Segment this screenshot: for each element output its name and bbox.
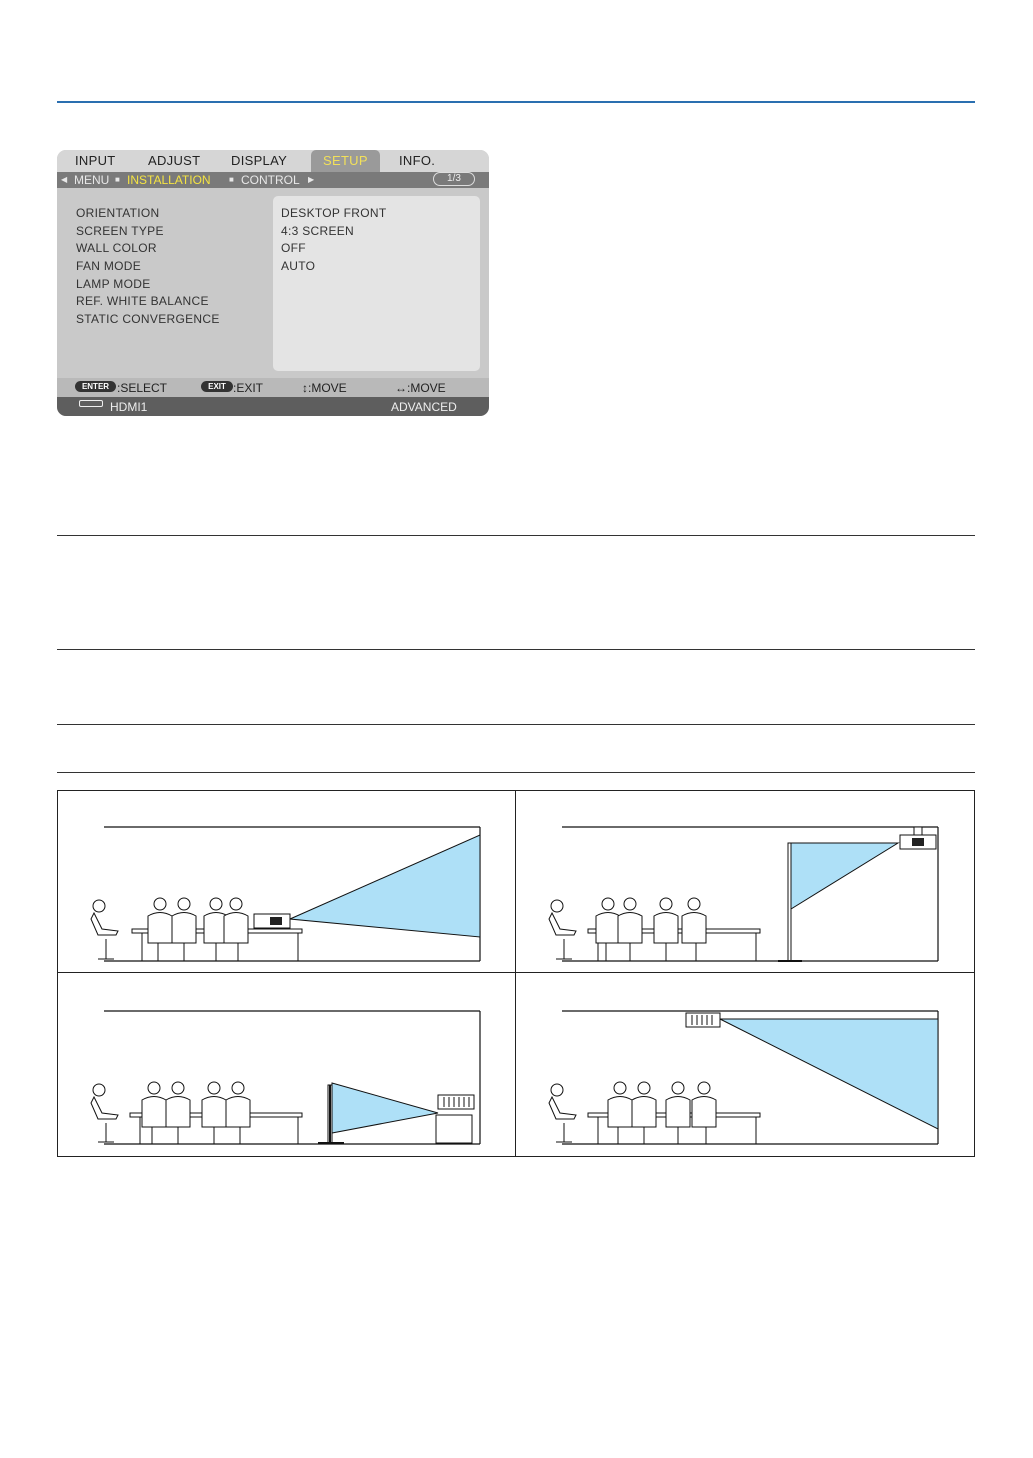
hint-exit: :EXIT [233,381,264,395]
tab-adjust[interactable]: ADJUST [148,153,201,168]
osd-footer [57,378,489,397]
hint-select: :SELECT [117,381,168,395]
divider [57,649,975,650]
menu-item-ref-white-balance[interactable]: REF. WHITE BALANCE [76,294,209,308]
page-indicator: 1/3 [433,172,475,186]
ceiling-front-illustration [516,973,974,1155]
top-rule [57,101,975,103]
tab-info[interactable]: INFO. [399,153,436,168]
osd-tab-bar [57,150,489,172]
tab-setup[interactable]: SETUP [311,150,380,172]
hint-move-horizontal: ↔:MOVE [395,381,446,395]
osd-menu [57,150,489,416]
desktop-rear-illustration [58,973,514,1155]
subnav-current[interactable]: INSTALLATION [127,173,211,187]
projector-stand [436,1115,472,1143]
enter-key-icon: ENTER [75,381,116,392]
audience-icon [91,898,248,961]
left-arrow-icon[interactable]: ◀ [61,175,68,184]
value-panel [273,196,480,371]
value-screen-type: 4:3 SCREEN [281,224,355,238]
bullet-icon: ■ [229,175,234,184]
menu-item-orientation[interactable]: ORIENTATION [76,206,160,220]
desktop-front-illustration [58,791,514,971]
projection-beam [290,835,480,937]
tab-display[interactable]: DISPLAY [231,153,288,168]
menu-item-wall-color[interactable]: WALL COLOR [76,241,157,255]
osd-status-bar [57,397,489,416]
right-arrow-icon[interactable]: ▶ [308,175,315,184]
menu-item-static-convergence[interactable]: STATIC CONVERGENCE [76,312,220,326]
tab-input[interactable]: INPUT [75,153,116,168]
menu-item-fan-mode[interactable]: FAN MODE [76,259,142,273]
divider [57,535,975,536]
status-source: HDMI1 [110,400,148,414]
projector-icon [686,1013,720,1027]
projection-beam [791,843,898,909]
projection-beam [332,1083,438,1133]
hint-move-vertical: ↕:MOVE [302,381,347,395]
subnav-next[interactable]: CONTROL [241,173,300,187]
audience-icon [549,898,706,961]
bullet-icon: ■ [115,175,120,184]
osd-subnav [57,172,489,188]
exit-key-icon: EXIT [201,381,233,392]
status-mode: ADVANCED [391,400,457,414]
subnav-prev[interactable]: MENU [74,173,110,187]
hdmi-icon [79,400,103,407]
menu-item-lamp-mode[interactable]: LAMP MODE [76,277,151,291]
divider [57,772,975,773]
value-fan-mode: AUTO [281,259,316,273]
osd-body [57,188,489,378]
audience-icon [91,1082,250,1144]
value-wall-color: OFF [281,241,306,255]
menu-item-screen-type[interactable]: SCREEN TYPE [76,224,164,238]
value-orientation: DESKTOP FRONT [281,206,387,220]
divider [57,724,975,725]
ceiling-rear-illustration [516,791,974,971]
